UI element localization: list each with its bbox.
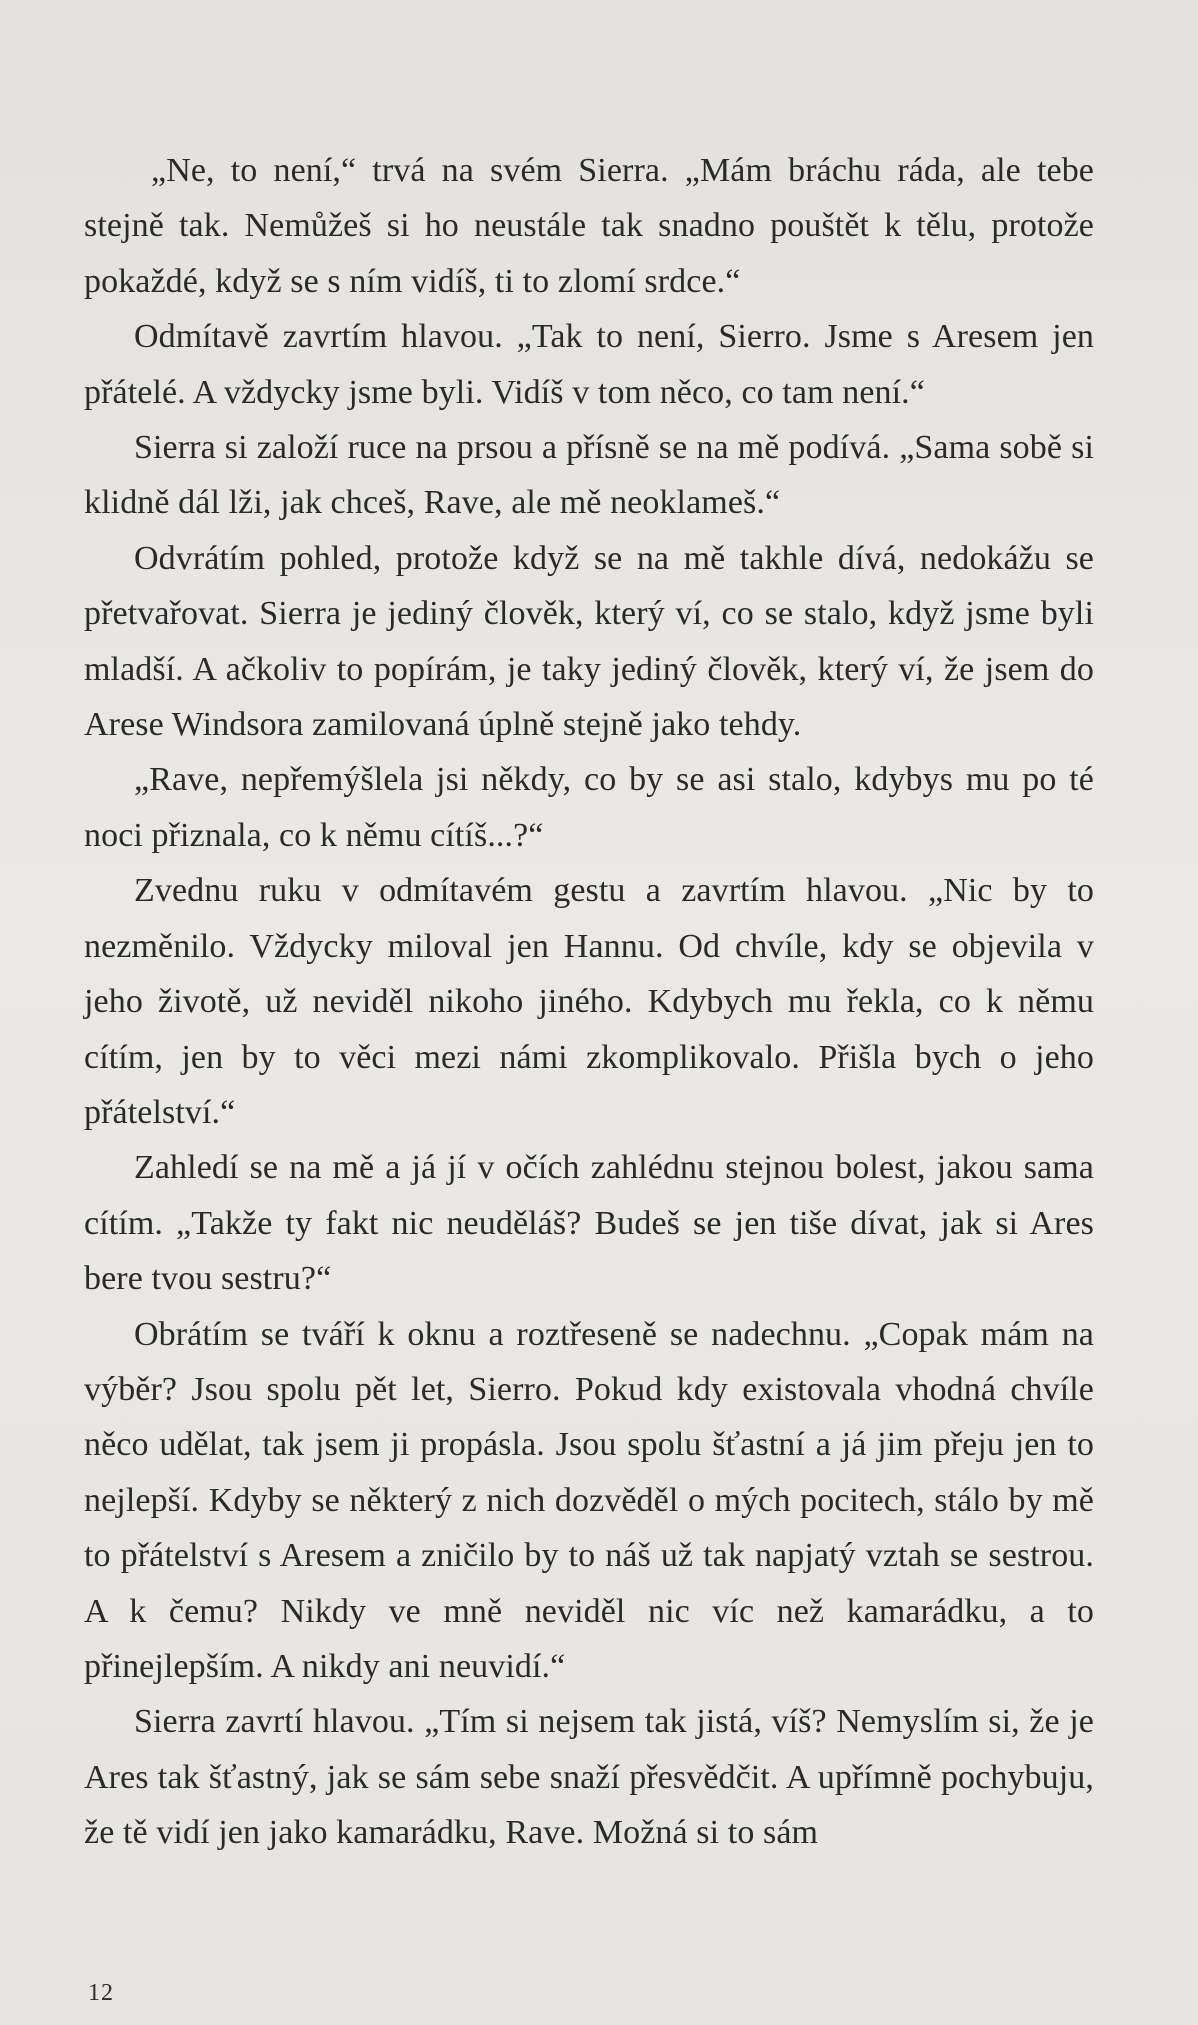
paragraph-6: Zvednu ruku v odmítavém gestu a zavrtím hlavou. „Nic by to nezměnilo. Vždycky miloval jen Hannu. Od chvíle, kdy se objevila v jeho životě, už neviděl nikoho jiného. Kdybych mu řekla, co k němu cítím, jen by to věci mezi námi zkomplikovalo. Přišla bych o jeho přátelství.“ — [84, 872, 1094, 1131]
paragraph-2: Odmítavě zavrtím hlavou. „Tak to není, Sierro. Jsme s Aresem jen přátelé. A vždycky jsme byli. Vidíš v tom něco, co tam není.“ — [84, 318, 1094, 411]
page-number: 12 — [88, 1980, 114, 2006]
page-body-text — [84, 143, 1094, 1861]
paragraph-8: Obrátím se tváří k oknu a roztřeseně se nadechnu. „Copak mám na výběr? Jsou spolu pět let, Sierro. Pokud kdy existovala vhodná chvíle něco udělat, tak jsem ji propásla. Jsou spolu šťastní a já jim přeju jen to nejlepší. Kdyby se některý z nich dozvěděl o mých pocitech, stálo by mě to přátelství s Aresem a zničilo by to náš už tak napjatý vztah se sestrou. A k čemu? Nikdy ve mně neviděl nic víc než kamarádku, a to přinejlepším. A nikdy ani neuvidí.“ — [84, 1315, 1094, 1685]
paragraph-5: „Rave, nepřemýšlela jsi někdy, co by se asi stalo, kdybys mu po té noci přiznala, co k němu cítíš...?“ — [84, 761, 1094, 854]
paragraph-7: Zahledí se na mě a já jí v očích zahlédnu stejnou bolest, jakou sama cítím. „Takže ty fakt nic neuděláš? Budeš se jen tiše dívat, jak si Ares bere tvou sestru?“ — [84, 1149, 1094, 1298]
paragraph-4: Odvrátím pohled, protože když se na mě takhle dívá, nedokážu se přetvařovat. Sierra je jediný člověk, který ví, co se stalo, když jsme byli mladší. A ačkoliv to popírám, je taky jediný člověk, který ví, že jsem do Arese Windsora zamilovaná úplně stejně jako tehdy. — [84, 539, 1094, 744]
paragraph-9: Sierra zavrtí hlavou. „Tím si nejsem tak jistá, víš? Nemyslím si, že je Ares tak šťastný, jak se sám sebe snaží přesvědčit. A upřímně pochybuju, že tě vidí jen jako kamarádku, Rave. Možná si to sám — [84, 1703, 1094, 1852]
paragraph-1: „Ne, to není,“ trvá na svém Sierra. „Mám bráchu ráda, ale tebe stejně tak. Nemůžeš si ho neustále tak snadno pouštět k tělu, protože pokaždé, když se s ním vidíš, ti to zlomí srdce.“ — [84, 152, 1094, 300]
paragraph-3: Sierra si založí ruce na prsou a přísně se na mě podívá. „Sama sobě si klidně dál lži, jak chceš, Rave, ale mě neoklameš.“ — [84, 429, 1094, 522]
